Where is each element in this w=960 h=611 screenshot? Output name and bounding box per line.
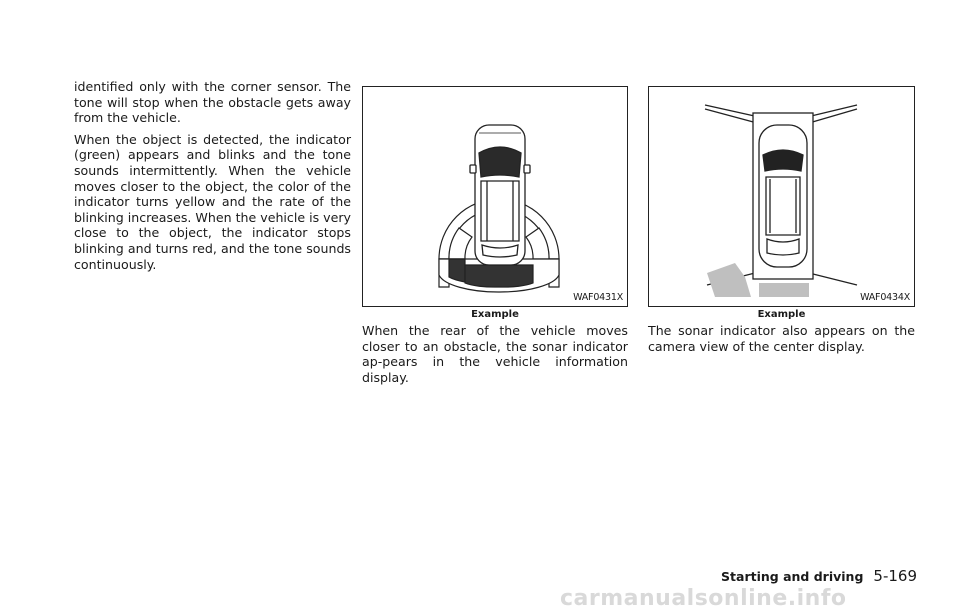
vehicle-top-view-illustration [363, 87, 627, 306]
text-column-2 [362, 323, 628, 391]
paragraph-vehicle-info-display: When the rear of the vehicle moves closer to an obstacle, the sonar indicator ap-pears in the vehicle information display. [362, 323, 628, 385]
figure-center-display-camera [648, 86, 915, 307]
page-footer [721, 567, 917, 585]
figure-code: WAF0434X [860, 292, 910, 303]
figure-caption: Example [757, 309, 806, 320]
watermark: carmanualsonline.info [560, 586, 847, 611]
paragraph-camera-view: The sonar indicator also appears on the camera view of the center display. [648, 323, 915, 354]
page-number: 5-169 [873, 567, 917, 585]
text-column-1 [74, 79, 351, 278]
section-title: Starting and driving [721, 569, 864, 584]
text-column-3 [648, 323, 915, 360]
figure-code: WAF0431X [573, 292, 623, 303]
camera-view-illustration [649, 87, 914, 306]
figure-vehicle-info-display [362, 86, 628, 307]
figure-caption: Example [471, 309, 519, 320]
paragraph-corner-sensor: identified only with the corner sensor. The tone will stop when the obstacle gets away from the vehicle. [74, 79, 351, 126]
paragraph-indicator-colors: When the object is detected, the indicator (green) appears and blinks and the tone sounds intermittently. When the vehicle moves closer to the object, the color of the indicator turns yellow and the rate of the blinking increases. When the vehicle is very close to the object, the indicator stops blinking and turns red, and the tone sounds continuously. [74, 131, 351, 272]
